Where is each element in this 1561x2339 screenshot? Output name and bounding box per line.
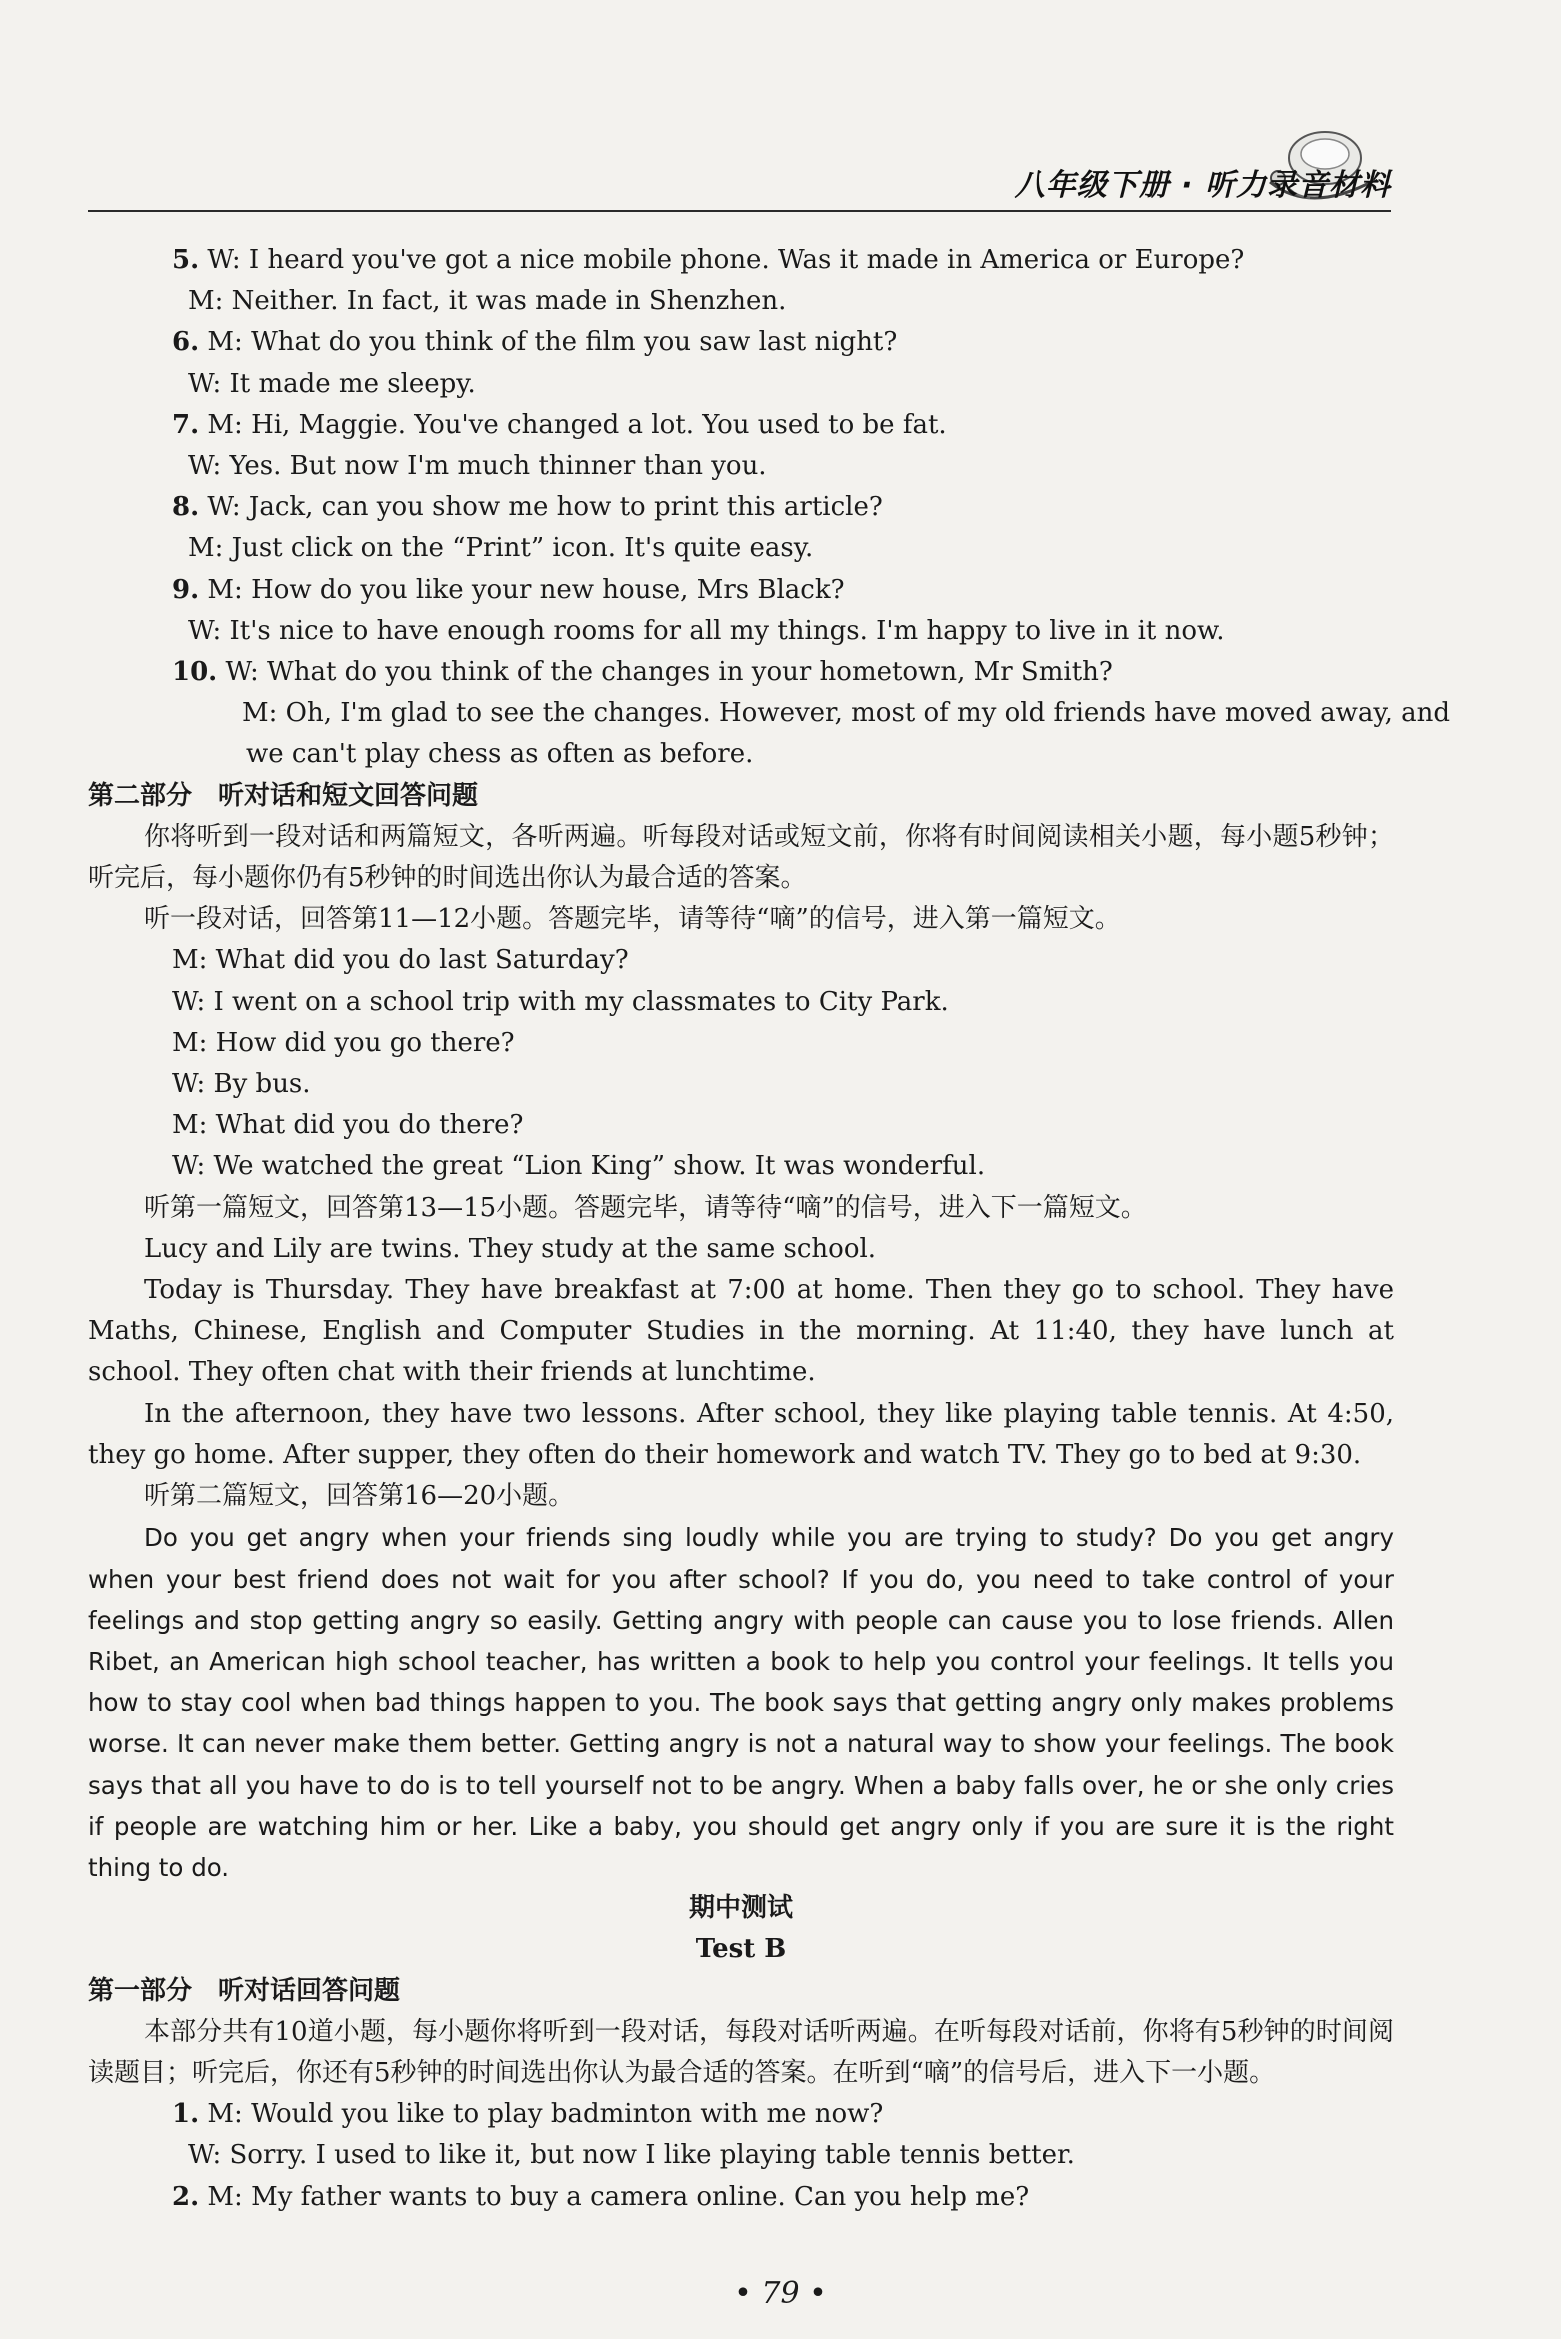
dialogue-line: W: It made me sleepy.	[188, 368, 476, 399]
dialogue-b-2	[88, 2177, 1394, 2218]
item-number: 10.	[172, 657, 218, 688]
dialogue-line: M: My father wants to buy a camera online. Can you help me?	[207, 2181, 1030, 2212]
page-header	[88, 168, 1391, 212]
dialogue-line: W: We watched the great “Lion King” show. It was wonderful.	[172, 1151, 986, 1182]
dialogue-line: M: Just click on the “Print” icon. It's quite easy.	[188, 533, 814, 564]
section-intro: 你将听到一段对话和两篇短文，各听两遍。听每段对话或短文前，你将有时间阅读相关小题，每小题5秒钟；听完后，每小题你仍有5秒钟的时间选出你认为最合适的答案。	[88, 821, 1394, 894]
page-number: • 79 •	[734, 2276, 827, 2311]
dialogue-line: M: Oh, I'm glad to see the changes. However, most of my old friends have moved away, and	[242, 698, 1451, 729]
dialogue-10	[88, 652, 1451, 776]
passage-paragraph: Lucy and Lily are twins. They study at the same school.	[144, 1233, 877, 1264]
item-number: 6.	[172, 327, 200, 358]
test-subtitle: Test B	[695, 1934, 787, 1965]
instruction: 听一段对话，回答第11—12小题。答题完毕，请等待“嘀”的信号，进入第一篇短文。	[144, 904, 1121, 935]
midterm-title: 期中测试	[688, 1893, 793, 1924]
dialogue-line: M: What did you do there?	[172, 1110, 524, 1141]
dialogue-line: M: What do you think of the film you saw last night?	[207, 327, 898, 358]
page-content	[88, 240, 1451, 2218]
item-number: 5.	[172, 245, 200, 275]
section-heading: 第一部分 听对话回答问题	[88, 1975, 401, 2006]
instruction: 听第二篇短文，回答第16—20小题。	[144, 1481, 575, 1512]
dialogue-5	[88, 240, 1394, 322]
dialogue-6	[88, 322, 1394, 404]
dialogue-7	[88, 405, 1394, 487]
item-number: 7.	[172, 409, 200, 440]
dialogue-line: W: It's nice to have enough rooms for all my things. I'm happy to live in it now.	[188, 615, 1225, 646]
dialogue-line: W: Sorry. I used to like it, but now I like playing table tennis better.	[188, 2140, 1075, 2171]
instruction: 听第一篇短文，回答第13—15小题。答题完毕，请等待“嘀”的信号，进入下一篇短文。	[144, 1192, 1147, 1223]
dialogue-line: M: How did you go there?	[172, 1027, 515, 1058]
dialogue-8	[88, 487, 1394, 569]
passage-paragraph: Do you get angry when your friends sing loudly while you are trying to study? Do you get angry when your best friend does not wait for you after school? If you do, you need to take control of your feelings and stop getting angry so easily. Getting angry with people can cause you to lose friends. Allen Ribet, an American high school teacher, has written a book to help you control your feelings. It tells you how to stay cool when bad things happen to you. The book says that getting angry only makes problems worse. It can never make them better. Getting angry is not a natural way to show your feelings. The book says that all you have to do is to tell yourself not to be angry. When a baby falls over, he or she only cries if people are watching him or her. Like a baby, you should get angry only if you are sure it is the right thing to do.	[88, 1523, 1394, 1882]
section-intro: 本部分共有10道小题，每小题你将听到一段对话，每段对话听两遍。在听每段对话前，你将有5秒钟的时间阅读题目；听完后，你还有5秒钟的时间选出你认为最合适的答案。在听到“嘀”的信号后，进入下一小题。	[88, 2016, 1394, 2088]
dialogue-line: W: By bus.	[172, 1069, 311, 1100]
dialogue-line: M: Would you like to play badminton with me now?	[207, 2099, 884, 2130]
item-number: 8.	[172, 492, 200, 523]
dialogue-line: W: I went on a school trip with my classmates to City Park.	[172, 986, 949, 1017]
section-heading: 第二部分 听对话和短文回答问题	[88, 780, 479, 811]
dialogue-line: M: How do you like your new house, Mrs Black?	[207, 574, 845, 605]
dialogue-9	[88, 570, 1394, 652]
passage-paragraph: Today is Thursday. They have breakfast at 7:00 at home. Then they go to school. They have Maths, Chinese, English and Computer Studies in the morning. At 11:40, they have lunch at school. They often chat with their friends at lunchtime.	[88, 1275, 1394, 1388]
item-number: 2.	[172, 2181, 200, 2212]
dialogue-line: W: Yes. But now I'm much thinner than you.	[188, 451, 767, 482]
dialogue-b-1	[88, 2094, 1394, 2176]
item-number: 9.	[172, 574, 200, 605]
passage-paragraph: In the afternoon, they have two lessons. After school, they like playing table tennis. At 4:50, they go home. After supper, they often do their homework and watch TV. They go to bed at 9:30.	[88, 1398, 1394, 1470]
dialogue-line: W: Jack, can you show me how to print this article?	[207, 492, 883, 523]
item-number: 1.	[172, 2099, 200, 2130]
dialogue-line: we can't play chess as often as before.	[246, 739, 754, 770]
header-title: 八年级下册 · 听力录音材料	[1014, 168, 1391, 203]
dialogue-line: M: Hi, Maggie. You've changed a lot. You used to be fat.	[207, 409, 947, 440]
dialogue-line: M: Neither. In fact, it was made in Shenzhen.	[188, 286, 787, 317]
dialogue-line: M: What did you do last Saturday?	[172, 945, 629, 976]
dialogue-line: W: I heard you've got a nice mobile phone. Was it made in America or Europe?	[207, 245, 1245, 275]
dialogue-line: W: What do you think of the changes in your hometown, Mr Smith?	[225, 657, 1113, 688]
